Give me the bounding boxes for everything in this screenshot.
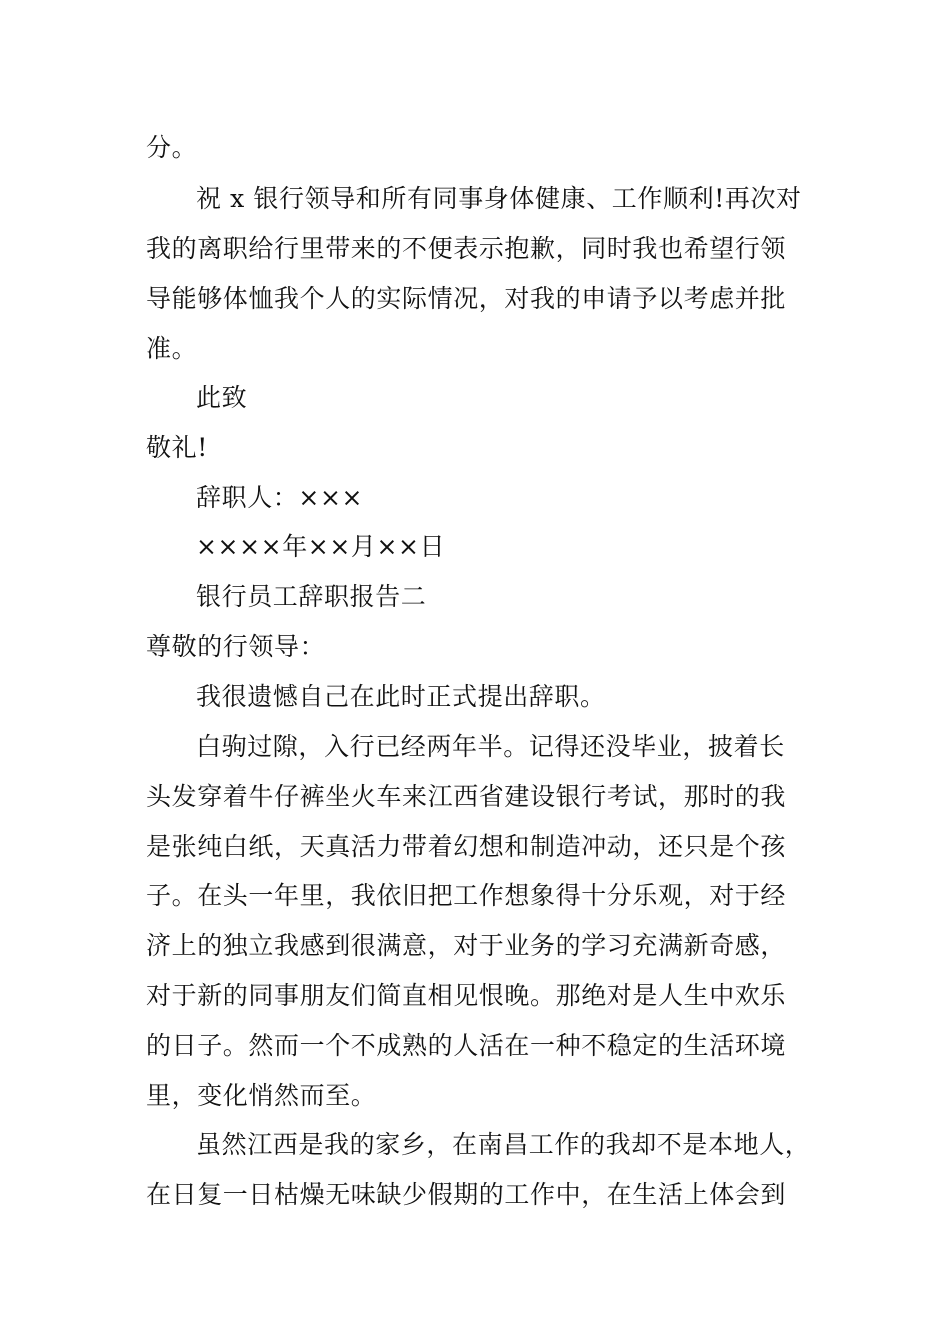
signature-name: 辞职人：×××: [196, 483, 364, 512]
addressee: 尊敬的行领导：: [146, 632, 326, 661]
text-line: 济上的独立我感到很满意，对于业务的学习充满新奇感，: [146, 931, 787, 960]
text-line: 是张纯白纸，天真活力带着幻想和制造冲动，还只是个孩: [146, 832, 787, 861]
section-title: 银行员工辞职报告二: [196, 582, 427, 611]
text-line: 准。: [146, 334, 198, 363]
salutation-regards: 敬礼!: [146, 433, 208, 462]
text-line: 我很遗憾自己在此时正式提出辞职。: [196, 682, 606, 711]
text-line: 我的离职给行里带来的不便表示抱歉，同时我也希望行领: [146, 234, 787, 263]
text-line: 头发穿着牛仔裤坐火车来江西省建设银行考试，那时的我: [146, 782, 787, 811]
text-line: 分。: [146, 133, 198, 162]
text-line: 里，变化悄然而至。: [146, 1081, 377, 1110]
text-line: 在日复一日枯燥无味缺少假期的工作中，在生活上体会到: [146, 1180, 787, 1209]
text-line: 祝 x 银行领导和所有同事身体健康、工作顺利!再次对: [196, 184, 802, 213]
text-line: 对于新的同事朋友们简直相见恨晚。那绝对是人生中欢乐: [146, 981, 787, 1010]
text-line: 子。在头一年里，我依旧把工作想象得十分乐观，对于经: [146, 881, 787, 910]
signature-date: ××××年××月××日: [196, 532, 446, 561]
text-line: 虽然江西是我的家乡，在南昌工作的我却不是本地人，: [196, 1130, 811, 1159]
text-line: 导能够体恤我个人的实际情况，对我的申请予以考虑并批: [146, 284, 787, 313]
salutation-closing: 此致: [196, 383, 248, 412]
text-line: 白驹过隙，入行已经两年半。记得还没毕业，披着长: [196, 732, 785, 761]
text-line: 的日子。然而一个不成熟的人活在一种不稳定的生活环境: [146, 1031, 787, 1060]
